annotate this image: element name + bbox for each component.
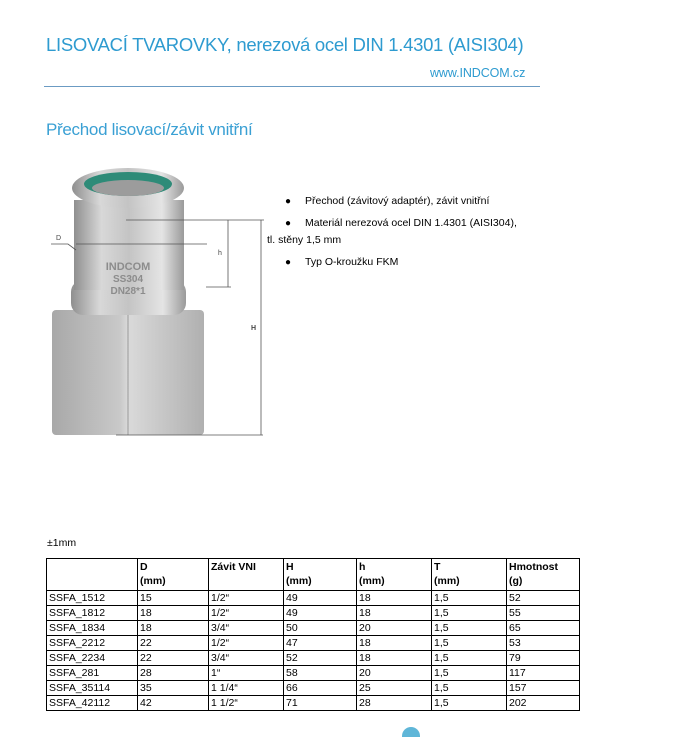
table-row [47,651,580,666]
table-cell: 66 [284,681,357,696]
column-header-label: T [434,561,441,573]
table-cell: 58 [284,666,357,681]
table-cell: 52 [284,651,357,666]
table-cell: 52 [507,591,580,606]
column-header-unit: (mm) [286,575,312,587]
table-cell: 53 [507,636,580,651]
table-cell: 49 [284,606,357,621]
product-code-cell: SSFA_1834 [47,621,138,636]
table-cell: 18 [357,591,432,606]
list-item: ● Materiál nerezová ocel DIN 1.4301 (AISI304), [280,217,517,231]
product-code-cell: SSFA_2212 [47,636,138,651]
table-cell: 28 [357,696,432,711]
table-row [47,591,580,606]
table-cell: 71 [284,696,357,711]
dim-label-h: h [218,250,222,257]
specification-table [46,558,580,711]
table-row [47,606,580,621]
engraving-line: INDCOM [105,261,151,273]
fitting-body [52,168,204,435]
table-cell: 1/2“ [209,636,284,651]
table-cell: 49 [284,591,357,606]
table-cell: 1,5 [432,651,507,666]
bullet-icon: ● [285,217,292,229]
table-cell: 1,5 [432,591,507,606]
column-header [432,559,507,591]
engraving-line: DN28*1 [110,286,146,297]
bullet-icon: ● [285,256,292,268]
table-cell: 157 [507,681,580,696]
table-cell: 28 [138,666,209,681]
column-header-label: Hmotnost [509,561,558,573]
product-code-cell: SSFA_2234 [47,651,138,666]
column-header [138,559,209,591]
table-row [47,681,580,696]
bullet-icon: ● [285,196,292,207]
table-cell: 1,5 [432,696,507,711]
table-cell: 1,5 [432,681,507,696]
table-cell: 1“ [209,666,284,681]
dim-label-d: D [56,235,62,242]
table-cell: 25 [357,681,432,696]
column-header [47,559,138,591]
table-cell: 22 [138,651,209,666]
header-divider [44,86,540,87]
table-header-row [47,559,580,591]
column-header-label: H [286,561,294,573]
product-image [46,160,286,450]
table-row [47,696,580,711]
table-cell: 15 [138,591,209,606]
column-header-unit: (mm) [140,575,166,587]
column-header-unit: (mm) [434,575,460,587]
table-cell: 35 [138,681,209,696]
table-cell: 20 [357,666,432,681]
column-header-label: D [140,561,148,573]
list-item: ● Přechod (závitový adaptér), závit vnitřní [280,195,517,209]
website-link[interactable]: www.INDCOM.cz [430,66,526,80]
column-header [507,559,580,591]
table-cell: 55 [507,606,580,621]
table-cell: 18 [357,606,432,621]
table-cell: 1,5 [432,606,507,621]
list-item: ● Typ O-kroužku FKM [280,256,517,270]
table-cell: 50 [284,621,357,636]
table-cell: 20 [357,621,432,636]
table-cell: 117 [507,666,580,681]
table-cell: 1/2“ [209,591,284,606]
product-code-cell: SSFA_42112 [47,696,138,711]
tolerance-note: ±1mm [47,537,77,549]
table-cell: 1,5 [432,621,507,636]
table-cell: 18 [357,651,432,666]
product-code-cell: SSFA_1512 [47,591,138,606]
table-cell: 22 [138,636,209,651]
column-header [209,559,284,591]
table-cell: 18 [138,621,209,636]
table-cell: 3/4“ [209,621,284,636]
column-header-unit: (g) [509,575,523,587]
product-code-cell: SSFA_1812 [47,606,138,621]
column-header-label: Závit VNI [211,561,256,573]
bore [92,180,164,196]
table-cell: 3/4“ [209,651,284,666]
column-header-unit: (mm) [359,575,385,587]
table-cell: 1,5 [432,636,507,651]
feature-list [267,195,517,278]
table-cell: 18 [357,636,432,651]
table-cell: 65 [507,621,580,636]
table-cell: 1/2“ [209,606,284,621]
product-code-cell: SSFA_35114 [47,681,138,696]
table-cell: 42 [138,696,209,711]
table-cell: 202 [507,696,580,711]
dim-label-H: H [251,325,257,332]
engraving-line: SS304 [112,274,144,285]
product-code-cell: SSFA_281 [47,666,138,681]
table-row [47,666,580,681]
table-row [47,636,580,651]
page-title: LISOVACÍ TVAROVKY, nerezová ocel DIN 1.4301 (AISI304) [46,34,524,55]
table-cell: 1 1/2“ [209,696,284,711]
table-cell: 79 [507,651,580,666]
table-cell: 18 [138,606,209,621]
table-row [47,621,580,636]
column-header [284,559,357,591]
column-header-label: h [359,561,366,573]
product-subtitle: Přechod lisovací/závit vnitřní [46,120,253,139]
table-cell: 47 [284,636,357,651]
table-cell: 1,5 [432,666,507,681]
table-cell: 1 1/4“ [209,681,284,696]
page-marker-icon [402,727,420,737]
list-item-continuation: tl. stěny 1,5 mm [267,234,342,247]
column-header [357,559,432,591]
